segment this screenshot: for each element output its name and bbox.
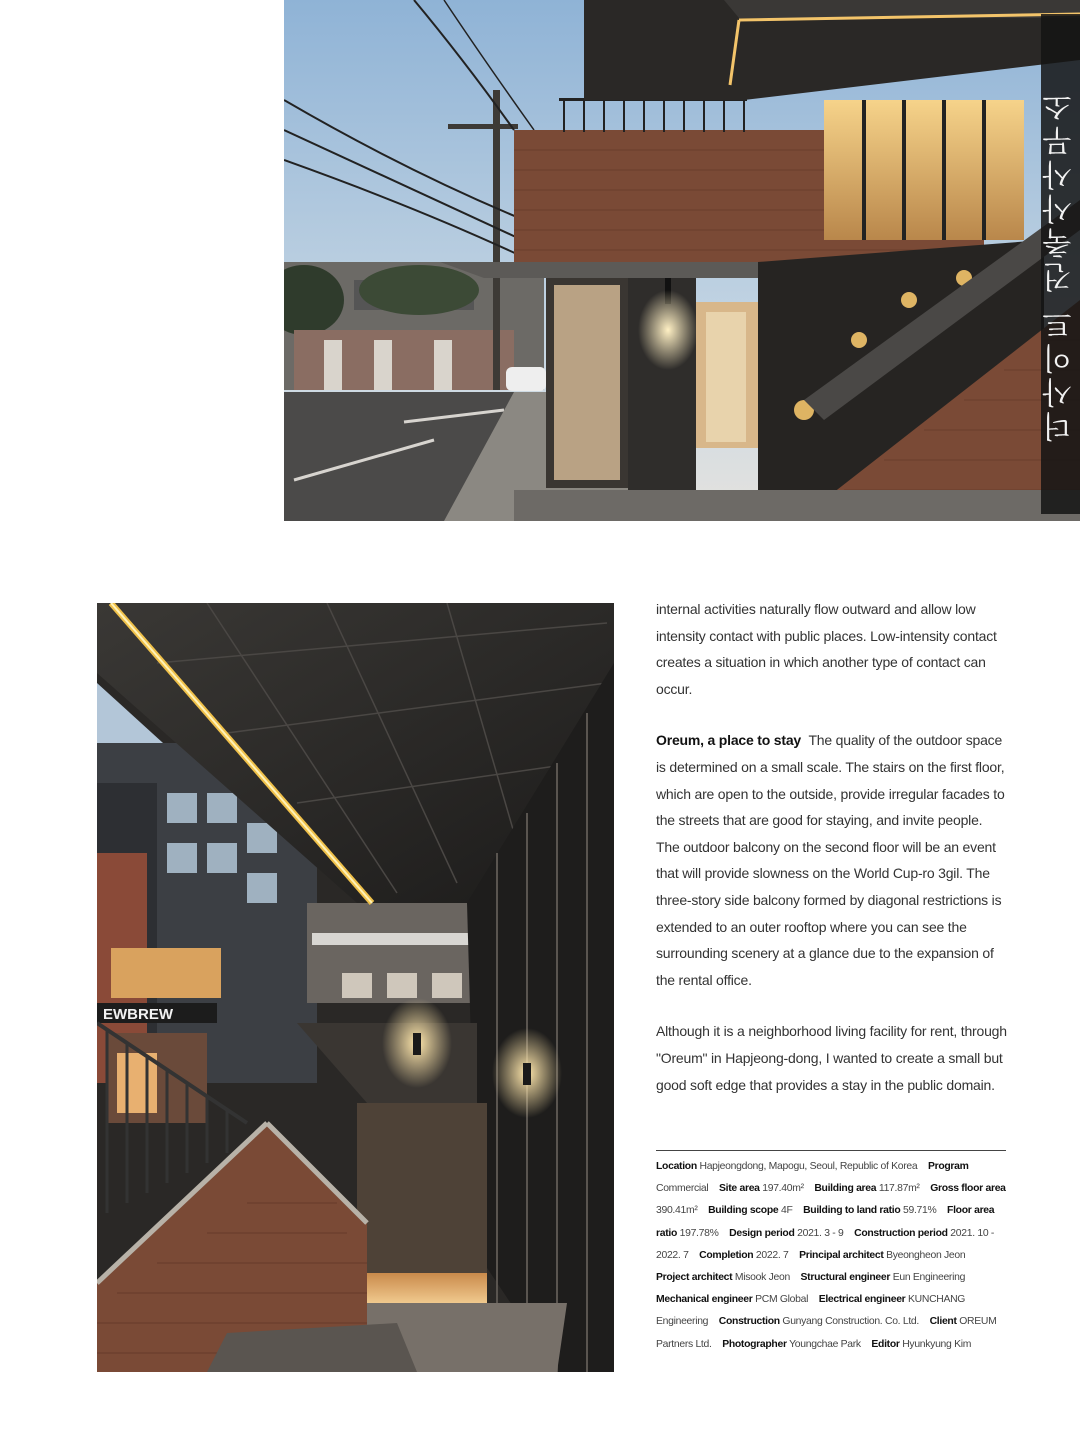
credit-label: Mechanical engineer bbox=[656, 1294, 753, 1306]
exterior-photo bbox=[284, 0, 1080, 521]
credit-value: 117.87m² bbox=[878, 1183, 920, 1195]
credit-value: 2022. 7 bbox=[755, 1249, 789, 1261]
credit-value: Eun Engineering bbox=[892, 1272, 966, 1284]
credit-label: Construction period bbox=[854, 1227, 948, 1239]
credit-value: 2021. 10 - 2022. 7 bbox=[656, 1227, 995, 1261]
credit-value: Gunyang Construction. Co. Ltd. bbox=[782, 1316, 919, 1328]
stair-balcony-photo bbox=[97, 603, 614, 1372]
credit-label: Electrical engineer bbox=[818, 1294, 906, 1306]
credit-value: 197.78% bbox=[679, 1227, 719, 1239]
credit-value: 2021. 3 - 9 bbox=[797, 1227, 844, 1239]
article-paragraph-text: The quality of the outdoor space is determined on a small scale. The stairs on the first floor, which are open to the outside, provide irregular facades to the streets that are good for staying, and invite people. The outdoor balcony on the second floor will be an event that will provide slowness on the World Cup-ro 3gil. The three-story side balcony formed by diagonal restrictions is extended to an outer rooftop where you can see the surrounding scenery at a glance due to the expansion of the rental office. bbox=[656, 732, 1005, 988]
credit-value: 390.41m² bbox=[656, 1205, 698, 1217]
article-paragraph bbox=[656, 727, 1008, 993]
credit-label: Client bbox=[929, 1316, 957, 1328]
credit-label: Program bbox=[927, 1161, 969, 1172]
article-paragraph: internal activities naturally flow outward and allow low intensity contact with public places. Low-intensity contact creates a situation in which another type of contact can occur. bbox=[656, 601, 997, 697]
credit-label: Construction bbox=[718, 1316, 780, 1328]
stair-balcony-photo-illustration bbox=[97, 603, 614, 1372]
project-credits bbox=[656, 1156, 1008, 1356]
credit-value: KUNCHANG Engineering bbox=[656, 1294, 966, 1328]
credit-label: Gross floor area bbox=[930, 1183, 1006, 1195]
credit-label: Design period bbox=[729, 1227, 795, 1239]
shop-sign: EWBREW bbox=[103, 1006, 173, 1023]
credit-label: Completion bbox=[699, 1249, 754, 1261]
credit-label: Location bbox=[656, 1161, 697, 1172]
credit-label: Site area bbox=[719, 1183, 760, 1195]
credit-label: Building area bbox=[814, 1183, 877, 1195]
credit-label: Floor area ratio bbox=[656, 1205, 995, 1239]
credit-value: Byeongheon Jeon bbox=[886, 1249, 966, 1261]
credit-label: Building scope bbox=[708, 1205, 779, 1217]
credit-label: Building to land ratio bbox=[803, 1205, 901, 1217]
credit-value: Hyunkyung Kim bbox=[902, 1338, 972, 1350]
credit-value: 4F bbox=[780, 1205, 793, 1217]
credit-label: Project architect bbox=[656, 1272, 733, 1284]
credit-label: Editor bbox=[871, 1338, 900, 1350]
article-paragraph: Although it is a neighborhood living facility for rent, through "Oreum" in Hapjeong-dong, I wanted to create a small but good soft edge that provides a stay in the public domain. bbox=[656, 1023, 1007, 1093]
credit-value: PCM Global bbox=[755, 1294, 809, 1306]
credit-value: OREUM Partners Ltd. bbox=[656, 1316, 997, 1350]
credit-value: Hapjeongdong, Mapogu, Seoul, Republic of Korea bbox=[699, 1161, 918, 1172]
credit-value: Commercial bbox=[656, 1183, 709, 1195]
credit-value: Youngchae Park bbox=[789, 1338, 861, 1350]
credit-value: 59.71% bbox=[902, 1205, 937, 1217]
credit-label: Principal architect bbox=[799, 1249, 884, 1261]
article-body bbox=[656, 596, 1008, 1123]
credits-divider bbox=[656, 1150, 1006, 1151]
exterior-photo-illustration bbox=[284, 0, 1080, 521]
section-heading: Oreum, a place to stay bbox=[656, 732, 801, 749]
credit-label: Structural engineer bbox=[800, 1272, 891, 1284]
credit-label: Photographer bbox=[722, 1338, 787, 1350]
credit-value: Misook Jeon bbox=[734, 1272, 790, 1284]
vertical-firm-title: 더사이트 건축사사무소 bbox=[1043, 88, 1078, 442]
credit-value: 197.40m² bbox=[762, 1183, 804, 1195]
